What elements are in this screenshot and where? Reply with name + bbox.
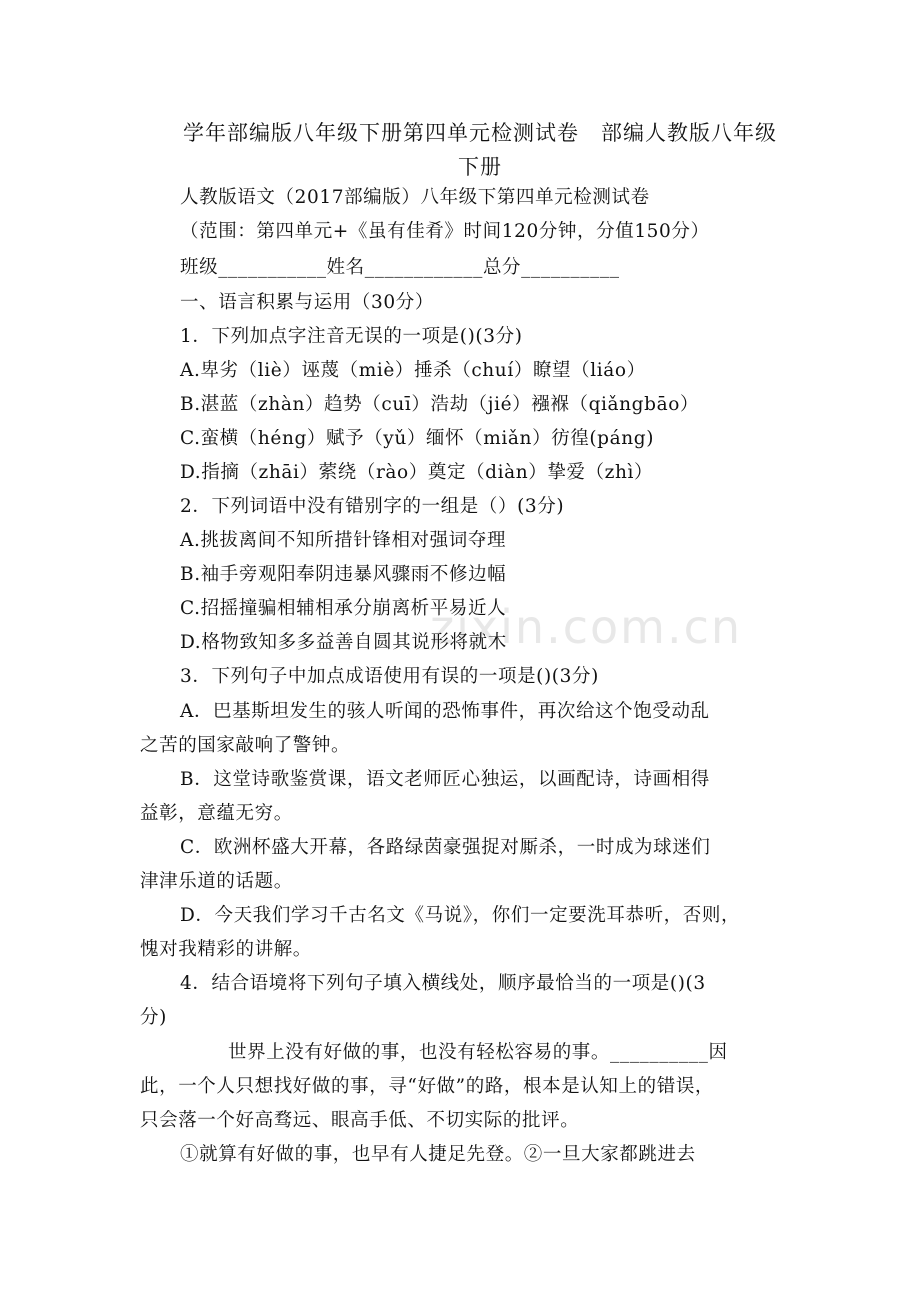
q2-option-c: C.招摇撞骗相辅相承分崩离析平易近人 xyxy=(180,598,507,619)
q1-option-a: A.卑劣（liè）诬蔑（miè）捶杀（chuí）瞭望（liáo） xyxy=(180,360,646,381)
q4-stem-line2: 分) xyxy=(140,1007,167,1028)
q3-option-c-line1: C．欧洲杯盛大开幕，各路绿茵豪强捉对厮杀，一时成为球迷们 xyxy=(180,837,711,858)
q3-stem: 3．下列句子中加点成语使用有误的一项是()(3分) xyxy=(180,666,599,687)
q4-sentences-line1: ①就算有好做的事，也早有人捷足先登。②一旦大家都跳进去 xyxy=(180,1144,696,1165)
q4-passage-line1: 世界上没有好做的事，也没有轻松容易的事。__________因 xyxy=(228,1042,728,1063)
q2-stem: 2．下列词语中没有错别字的一组是（）(3分) xyxy=(180,496,565,517)
q2-option-d: D.格物致知多多益善自圆其说形将就木 xyxy=(180,632,507,653)
q2-option-b: B.袖手旁观阳奉阴违暴风骤雨不修边幅 xyxy=(180,564,507,585)
q3-option-a-line2: 之苦的国家敲响了警钟。 xyxy=(140,735,351,756)
q4-passage-line2: 此，一个人只想找好做的事，寻“好做”的路，根本是认知上的错误， xyxy=(140,1076,715,1097)
q3-option-d-line2: 愧对我精彩的讲解。 xyxy=(140,939,312,960)
q3-option-d-line1: D．今天我们学习千古名文《马说》，你们一定要洗耳恭听，否则， xyxy=(180,905,741,926)
document-title xyxy=(120,116,840,184)
title-line-1: 学年部编版八年级下册第四单元检测试卷 部编人教版八年级 xyxy=(183,121,777,145)
q2-option-a: A.挑拔离间不知所措针锋相对强词夺理 xyxy=(180,530,507,551)
info-line: 班级___________姓名____________总分__________ xyxy=(180,257,620,278)
q3-option-b-line2: 益彰，意蕴无穷。 xyxy=(140,803,293,824)
q3-option-a-line1: A．巴基斯坦发生的骇人听闻的恐怖事件，再次给这个饱受动乱 xyxy=(180,701,710,722)
q1-option-d: D.指摘（zhāi）萦绕（rào）奠定（diàn）挚爱（zhì） xyxy=(180,462,654,483)
scope-line: （范围：第四单元+《虽有佳肴》时间120分钟，分值150分） xyxy=(180,221,710,242)
watermark: zixin.com.cn xyxy=(430,600,743,654)
q1-option-b: B.湛蓝（zhàn）趋势（cuī）浩劫（jié）襁褓（qiǎngbāo） xyxy=(180,394,700,415)
title-line-2: 下册 xyxy=(458,155,502,179)
q3-option-c-line2: 津津乐道的话题。 xyxy=(140,871,293,892)
subtitle: 人教版语文（2017部编版）八年级下第四单元检测试卷 xyxy=(180,187,650,208)
q3-option-b-line1: B．这堂诗歌鉴赏课，语文老师匠心独运，以画配诗，诗画相得 xyxy=(180,769,710,790)
section-heading: 一、语言积累与运用（30分） xyxy=(180,292,434,313)
q1-option-c: C.蛮横（héng）赋予（yǔ）缅怀（miǎn）彷徨(páng) xyxy=(180,428,655,449)
q1-stem: 1．下列加点字注音无误的一项是()(3分) xyxy=(180,326,523,347)
q4-stem-line1: 4．结合语境将下列句子填入横线处，顺序最恰当的一项是()(3 xyxy=(180,973,706,994)
q4-passage-line3: 只会落一个好高骛远、眼高手低、不切实际的批评。 xyxy=(140,1110,580,1131)
